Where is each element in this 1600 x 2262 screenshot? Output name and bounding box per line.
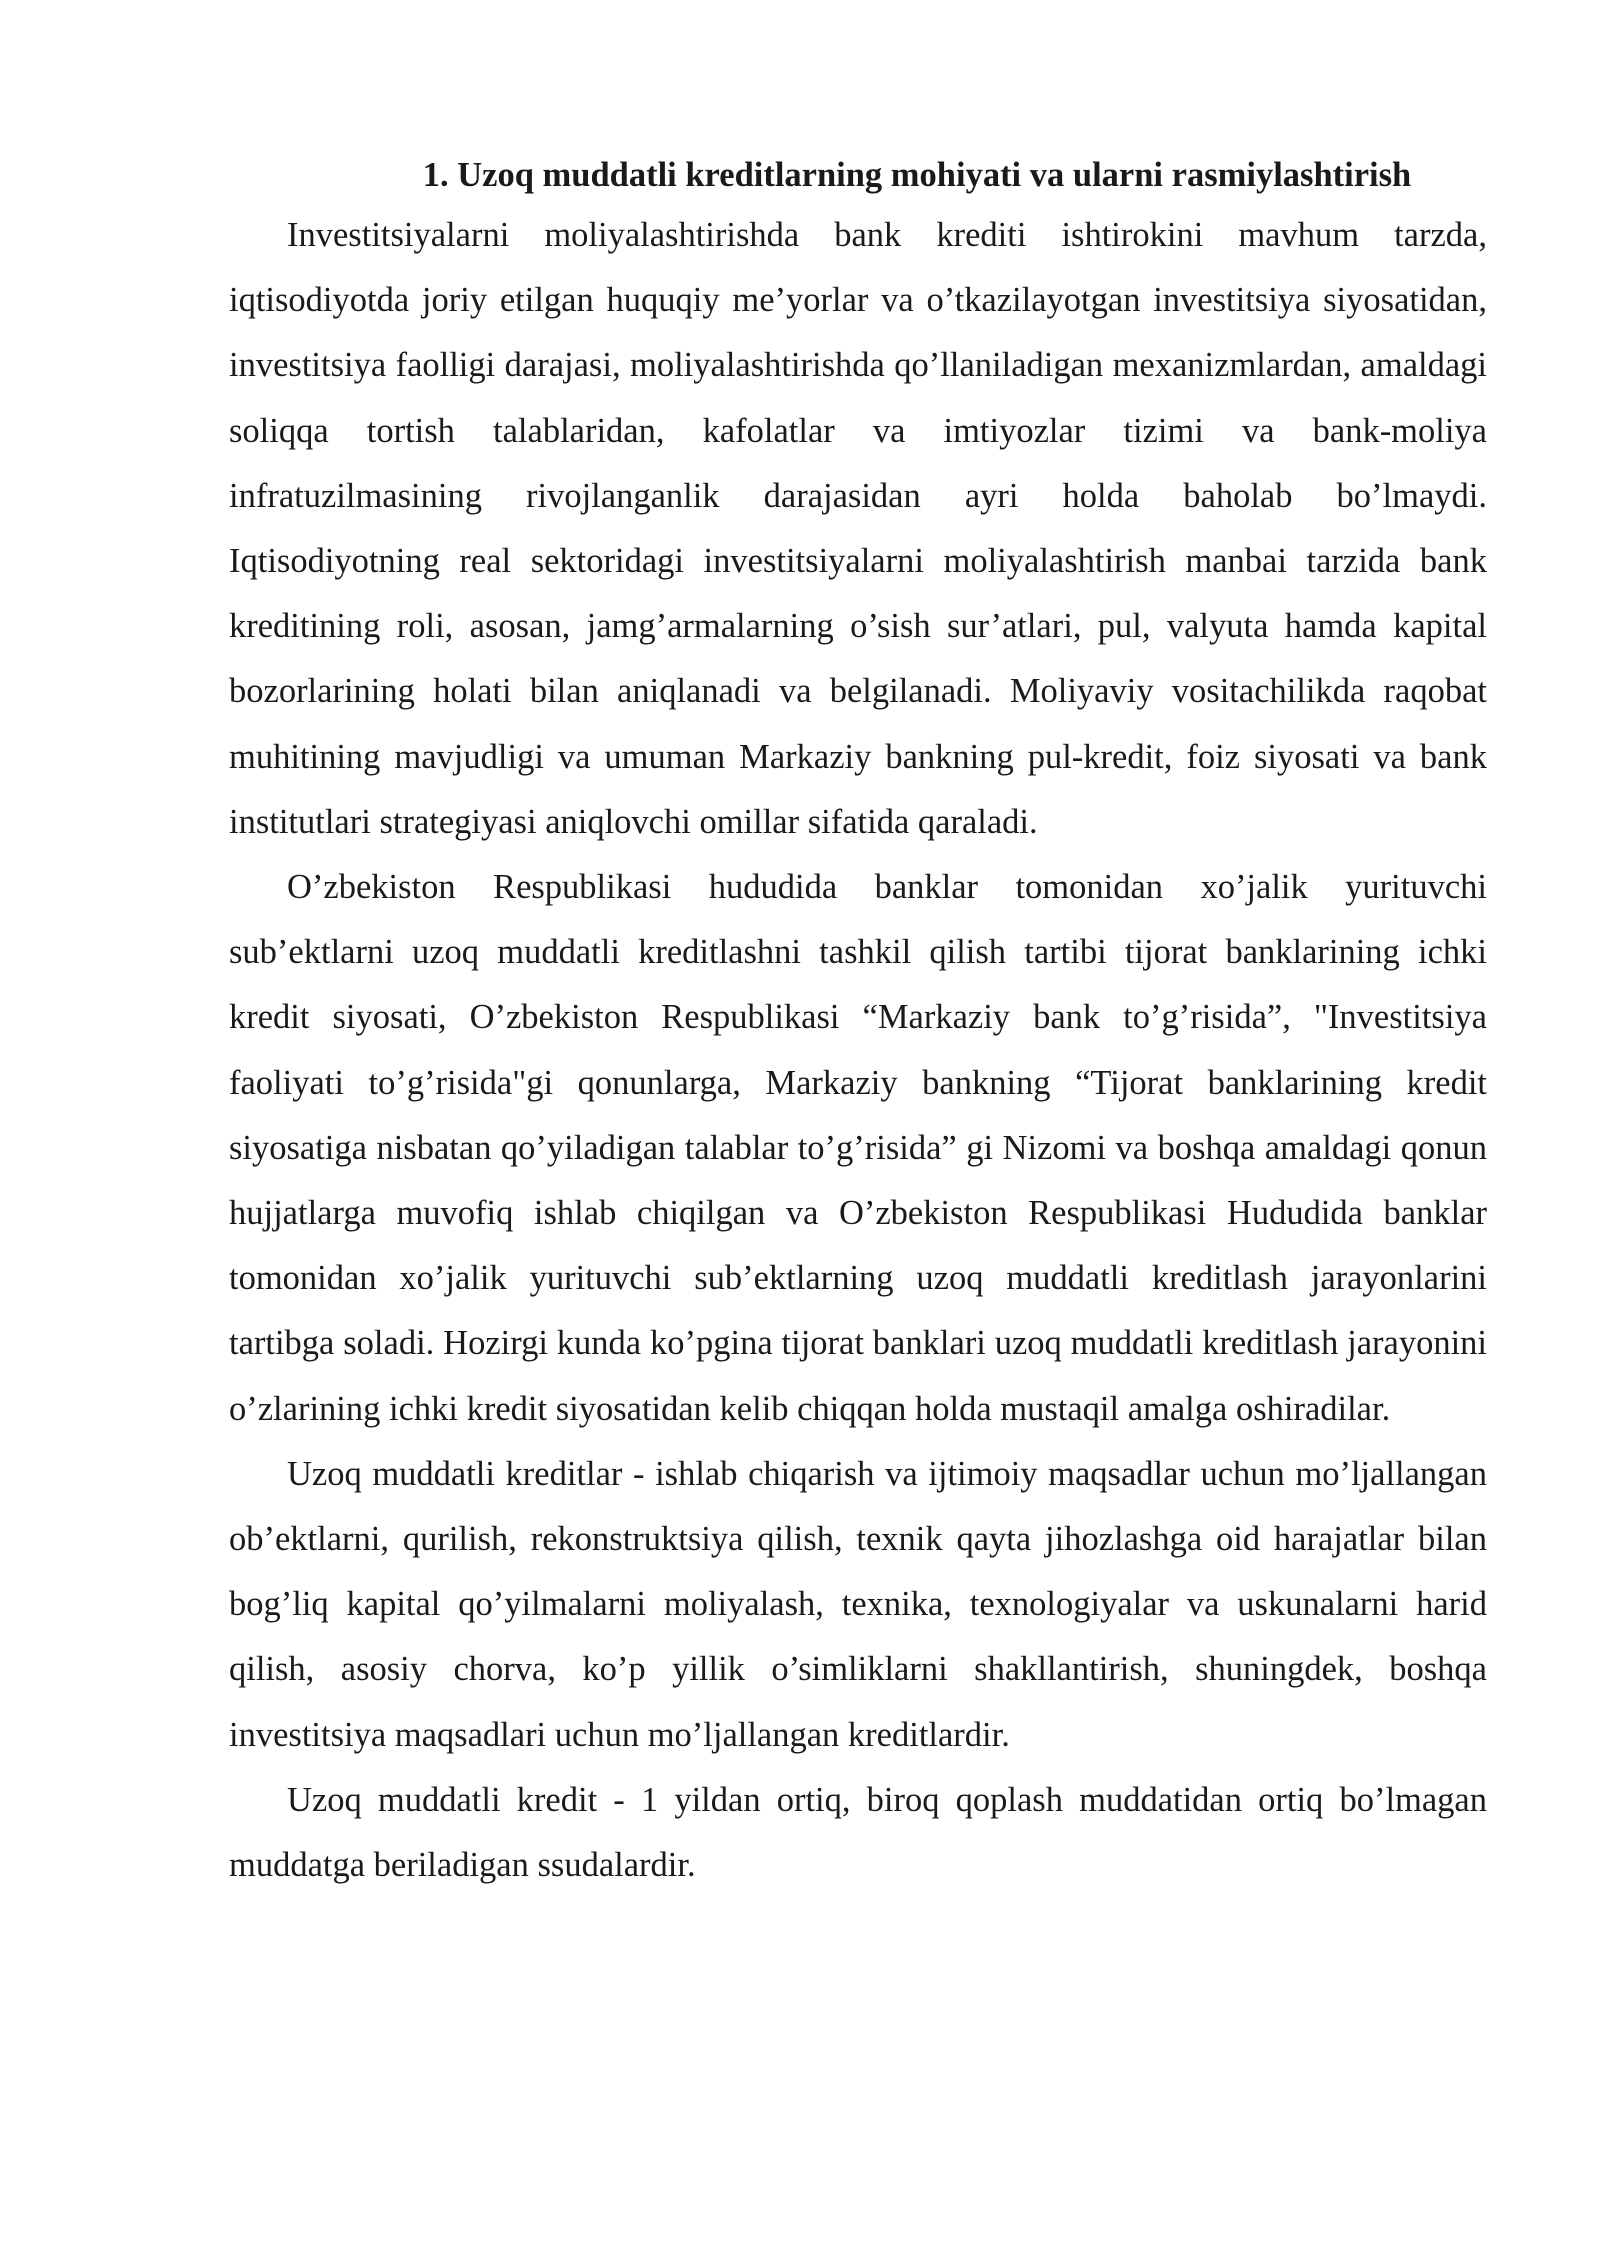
section-heading: 1. Uzoq muddatli kreditlarning mohiyati va ularni rasmiylashtirish: [422, 156, 1412, 194]
paragraph-4: Uzoq muddatli kredit - 1 yildan ortiq, biroq qoplash muddatidan ortiq bo’lmagan muddatga beriladigan ssudalardir.: [229, 1780, 1487, 1885]
paragraph-3: Uzoq muddatli kreditlar - ishlab chiqarish va ijtimoiy maqsadlar uchun mo’ljallangan ob’ektlarni, qurilish, rekonstruktsiya qilish, texnik qayta jihozlashga oid harajatlar bilan bog’liq kapital qo’yilmalarni moliyalash, texnika, texnologiyalar va uskunalarni harid qilish, asosiy chorva, ko’p yillik o’simliklarni shakllantirish, shuningdek, boshqa investitsiya maqsadlari uchun mo’ljallangan kreditlardir.: [229, 1454, 1487, 1754]
paragraph-2: O’zbekiston Respublikasi hududida banklar tomonidan xo’jalik yurituvchi sub’ektlarni uzoq muddatli kreditlashni tashkil qilish tartibi tijorat banklarining ichki kredit siyosati, O’zbekiston Respublikasi “Markaziy bank to’g’risida”, "Investitsiya faoliyati to’g’risida"gi qonunlarga, Markaziy bankning “Tijorat banklarining kredit siyosatiga nisbatan qo’yiladigan talablar to’g’risida” gi Nizomi va boshqa amaldagi qonun hujjatlarga muvofiq ishlab chiqilgan va O’zbekiston Respublikasi Hududida banklar tomonidan xo’jalik yurituvchi sub’ektlarning uzoq muddatli kreditlash jarayonlarini tartibga soladi. Hozirgi kunda ko’pgina tijorat banklari uzoq muddatli kreditlash jarayonini o’zlarining ichki kredit siyosatidan kelib chiqqan holda mustaqil amalga oshiradilar.: [229, 868, 1487, 1428]
document-body: [229, 152, 1487, 1898]
paragraph-1: Investitsiyalarni moliyalashtirishda bank krediti ishtirokini mavhum tarzda, iqtisodiyotda joriy etilgan huquqiy me’yorlar va o’tkazilayotgan investitsiya siyosatidan, investitsiya faolligi darajasi, moliyalashtirishda qo’llaniladigan mexanizmlardan, amaldagi soliqqa tortish talablaridan, kafolatlar va imtiyozlar tizimi va bank-moliya infratuzilmasining rivojlanganlik darajasidan ayri holda baholab bo’lmaydi. Iqtisodiyotning real sektoridagi investitsiyalarni moliyalashtirish manbai tarzida bank kreditining roli, asosan, jamg’armalarning o’sish sur’atlari, pul, valyuta hamda kapital bozorlarining holati bilan aniqlanadi va belgilanadi. Moliyaviy vositachilikda raqobat muhitining mavjudligi va umuman Markaziy bankning pul-kredit, foiz siyosati va bank institutlari strategiyasi aniqlovchi omillar sifatida qaraladi.: [229, 216, 1487, 841]
